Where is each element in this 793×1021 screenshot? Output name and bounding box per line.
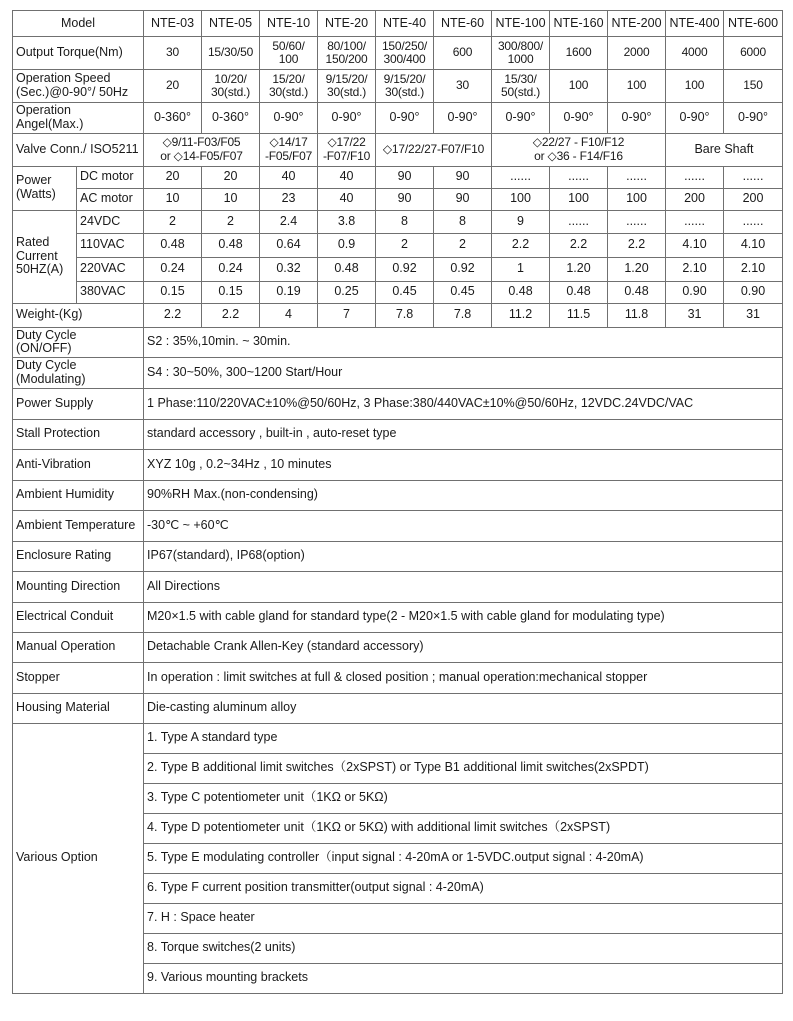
current-value: 0.64 [260, 233, 318, 257]
speed-value: 100 [608, 70, 666, 103]
spec-label: Duty Cycle (Modulating) [13, 358, 144, 389]
current-row-v380 [13, 281, 783, 303]
current-label: Rated Current 50HZ(A) [13, 210, 77, 303]
current-value: 1.20 [550, 257, 608, 281]
current-value: 2 [144, 210, 202, 233]
spec-value: S2 : 35%,10min. ~ 30min. [144, 327, 783, 358]
spec-value: XYZ 10g , 0.2~34Hz , 10 minutes [144, 449, 783, 480]
model-name: NTE-10 [260, 11, 318, 37]
header-row [13, 11, 783, 37]
weight-value: 4 [260, 303, 318, 327]
model-name: NTE-100 [492, 11, 550, 37]
spec-table-body [13, 11, 783, 994]
valve-group-6: Bare Shaft [666, 133, 783, 166]
current-value: 2.10 [666, 257, 724, 281]
weight-value: 11.2 [492, 303, 550, 327]
current-value: 4.10 [666, 233, 724, 257]
spec-label: Enclosure Rating [13, 541, 144, 571]
current-value: ...... [724, 210, 783, 233]
spec-value: -30℃ ~ +60℃ [144, 510, 783, 541]
torque-value: 1600 [550, 37, 608, 70]
current-value: 0.9 [318, 233, 376, 257]
current-value: 8 [376, 210, 434, 233]
ac-power-value: 90 [376, 188, 434, 210]
current-value: 0.45 [434, 281, 492, 303]
speed-value: 15/20/ 30(std.) [260, 70, 318, 103]
option-item: 4. Type D potentiometer unit（1KΩ or 5KΩ) with additional limit switches（2xSPST) [144, 813, 783, 843]
current-value: 2 [434, 233, 492, 257]
model-name: NTE-05 [202, 11, 260, 37]
ac-power-value: 90 [434, 188, 492, 210]
voltage-label: 24VDC [77, 210, 144, 233]
spec-label: Electrical Conduit [13, 602, 144, 632]
dc-motor-label: DC motor [77, 166, 144, 188]
current-value: 2 [376, 233, 434, 257]
ac-power-value: 10 [202, 188, 260, 210]
valve-group-3: ◇17/22 -F07/F10 [318, 133, 376, 166]
spec-row [13, 327, 783, 358]
valve-group-4: ◇17/22/27-F07/F10 [376, 133, 492, 166]
power-label: Power (Watts) [13, 166, 77, 210]
model-name: NTE-20 [318, 11, 376, 37]
dc-power-value: ...... [550, 166, 608, 188]
ac-power-value: 100 [608, 188, 666, 210]
current-row-v24 [13, 210, 783, 233]
current-value: 2.4 [260, 210, 318, 233]
option-item: 9. Various mounting brackets [144, 963, 783, 993]
spec-table [12, 10, 783, 994]
ac-power-value: 200 [724, 188, 783, 210]
dc-power-value: ...... [608, 166, 666, 188]
valve-row [13, 133, 783, 166]
model-name: NTE-03 [144, 11, 202, 37]
spec-row [13, 602, 783, 632]
current-value: 0.48 [608, 281, 666, 303]
torque-value: 150/250/ 300/400 [376, 37, 434, 70]
spec-value: 1 Phase:110/220VAC±10%@50/60Hz, 3 Phase:380/440VAC±10%@50/60Hz, 12VDC.24VDC/VAC [144, 388, 783, 419]
spec-row [13, 662, 783, 693]
ac-motor-label: AC motor [77, 188, 144, 210]
current-value: 0.48 [202, 233, 260, 257]
weight-value: 7.8 [434, 303, 492, 327]
spec-row [13, 541, 783, 571]
angle-value: 0-90° [724, 103, 783, 134]
dc-power-value: 40 [260, 166, 318, 188]
current-value: 2.2 [492, 233, 550, 257]
torque-value: 600 [434, 37, 492, 70]
current-value: 0.92 [376, 257, 434, 281]
dc-power-value: 20 [144, 166, 202, 188]
spec-row [13, 693, 783, 723]
spec-label: Stopper [13, 662, 144, 693]
torque-label: Output Torque(Nm) [13, 37, 144, 70]
current-value: 0.32 [260, 257, 318, 281]
option-row [13, 723, 783, 753]
speed-value: 20 [144, 70, 202, 103]
current-value: 1.20 [608, 257, 666, 281]
voltage-label: 220VAC [77, 257, 144, 281]
torque-value: 30 [144, 37, 202, 70]
valve-group-2: ◇14/17 -F05/F07 [260, 133, 318, 166]
speed-row [13, 70, 783, 103]
current-value: 0.25 [318, 281, 376, 303]
spec-value: Detachable Crank Allen-Key (standard accessory) [144, 632, 783, 662]
current-value: 0.48 [492, 281, 550, 303]
current-value: 0.24 [202, 257, 260, 281]
option-item: 5. Type E modulating controller（input signal : 4-20mA or 1-5VDC.output signal : 4-20mA) [144, 843, 783, 873]
current-value: 0.92 [434, 257, 492, 281]
current-value: 4.10 [724, 233, 783, 257]
current-value: 0.90 [666, 281, 724, 303]
dc-power-value: ...... [724, 166, 783, 188]
angle-value: 0-90° [550, 103, 608, 134]
current-value: 2.2 [608, 233, 666, 257]
dc-power-value: 90 [434, 166, 492, 188]
spec-value: 90%RH Max.(non-condensing) [144, 480, 783, 510]
spec-value: Die-casting aluminum alloy [144, 693, 783, 723]
voltage-label: 380VAC [77, 281, 144, 303]
spec-row [13, 510, 783, 541]
option-item: 6. Type F current position transmitter(output signal : 4-20mA) [144, 873, 783, 903]
angle-value: 0-90° [434, 103, 492, 134]
current-value: 0.48 [318, 257, 376, 281]
spec-value: All Directions [144, 571, 783, 602]
valve-group-1: ◇9/11-F03/F05 or ◇14-F05/F07 [144, 133, 260, 166]
speed-value: 100 [550, 70, 608, 103]
weight-value: 11.8 [608, 303, 666, 327]
spec-value: M20×1.5 with cable gland for standard type(2 - M20×1.5 with cable gland for modulating type) [144, 602, 783, 632]
current-value: 0.19 [260, 281, 318, 303]
torque-value: 15/30/50 [202, 37, 260, 70]
speed-value: 15/30/ 50(std.) [492, 70, 550, 103]
spec-row [13, 632, 783, 662]
current-value: 2 [202, 210, 260, 233]
current-value: 0.24 [144, 257, 202, 281]
current-value: ...... [666, 210, 724, 233]
spec-label: Housing Material [13, 693, 144, 723]
spec-row [13, 419, 783, 449]
dc-power-value: 40 [318, 166, 376, 188]
current-value: 0.15 [202, 281, 260, 303]
dc-power-value: ...... [666, 166, 724, 188]
ac-power-value: 100 [492, 188, 550, 210]
ac-power-value: 10 [144, 188, 202, 210]
weight-value: 31 [666, 303, 724, 327]
voltage-label: 110VAC [77, 233, 144, 257]
speed-value: 150 [724, 70, 783, 103]
weight-value: 2.2 [144, 303, 202, 327]
option-item: 1. Type A standard type [144, 723, 783, 753]
spec-label: Manual Operation [13, 632, 144, 662]
current-value: 8 [434, 210, 492, 233]
angle-value: 0-90° [608, 103, 666, 134]
weight-value: 2.2 [202, 303, 260, 327]
ac-power-value: 23 [260, 188, 318, 210]
spec-label: Power Supply [13, 388, 144, 419]
dc-power-value: 20 [202, 166, 260, 188]
current-value: ...... [550, 210, 608, 233]
options-label: Various Option [13, 723, 144, 993]
angle-value: 0-90° [318, 103, 376, 134]
current-value: 9 [492, 210, 550, 233]
spec-label: Duty Cycle (ON/OFF) [13, 327, 144, 358]
option-item: 3. Type C potentiometer unit（1KΩ or 5KΩ) [144, 783, 783, 813]
weight-value: 11.5 [550, 303, 608, 327]
current-value: 3.8 [318, 210, 376, 233]
spec-row [13, 358, 783, 389]
spec-label: Ambient Temperature [13, 510, 144, 541]
spec-label: Anti-Vibration [13, 449, 144, 480]
weight-value: 7 [318, 303, 376, 327]
current-value: 0.15 [144, 281, 202, 303]
model-header: Model [13, 11, 144, 37]
current-value: 0.90 [724, 281, 783, 303]
ac-power-value: 200 [666, 188, 724, 210]
angle-row [13, 103, 783, 134]
spec-row [13, 388, 783, 419]
speed-value: 30 [434, 70, 492, 103]
speed-value: 9/15/20/ 30(std.) [376, 70, 434, 103]
spec-label: Stall Protection [13, 419, 144, 449]
spec-row [13, 480, 783, 510]
spec-label: Mounting Direction [13, 571, 144, 602]
spec-value: In operation : limit switches at full & closed position ; manual operation:mechanical stopper [144, 662, 783, 693]
speed-value: 100 [666, 70, 724, 103]
current-row-v110 [13, 233, 783, 257]
current-value: 2.2 [550, 233, 608, 257]
power-dc-row [13, 166, 783, 188]
angle-label: Operation Angel(Max.) [13, 103, 144, 134]
weight-row [13, 303, 783, 327]
spec-row [13, 571, 783, 602]
valve-label: Valve Conn./ ISO5211 [13, 133, 144, 166]
model-name: NTE-160 [550, 11, 608, 37]
power-ac-row [13, 188, 783, 210]
spec-value: IP67(standard), IP68(option) [144, 541, 783, 571]
weight-value: 7.8 [376, 303, 434, 327]
angle-value: 0-90° [376, 103, 434, 134]
angle-value: 0-360° [202, 103, 260, 134]
torque-value: 300/800/ 1000 [492, 37, 550, 70]
spec-value: standard accessory , built-in , auto-reset type [144, 419, 783, 449]
ac-power-value: 100 [550, 188, 608, 210]
spec-row [13, 449, 783, 480]
current-value: 1 [492, 257, 550, 281]
angle-value: 0-360° [144, 103, 202, 134]
current-row-v220 [13, 257, 783, 281]
dc-power-value: ...... [492, 166, 550, 188]
model-name: NTE-40 [376, 11, 434, 37]
speed-value: 10/20/ 30(std.) [202, 70, 260, 103]
current-value: 0.45 [376, 281, 434, 303]
torque-value: 2000 [608, 37, 666, 70]
current-value: 0.48 [144, 233, 202, 257]
model-name: NTE-400 [666, 11, 724, 37]
angle-value: 0-90° [492, 103, 550, 134]
option-item: 2. Type B additional limit switches（2xSPST) or Type B1 additional limit switches(2xSPDT) [144, 753, 783, 783]
model-name: NTE-600 [724, 11, 783, 37]
model-name: NTE-200 [608, 11, 666, 37]
angle-value: 0-90° [260, 103, 318, 134]
model-name: NTE-60 [434, 11, 492, 37]
current-value: 0.48 [550, 281, 608, 303]
torque-value: 4000 [666, 37, 724, 70]
spec-label: Ambient Humidity [13, 480, 144, 510]
current-value: ...... [608, 210, 666, 233]
spec-value: S4 : 30~50%, 300~1200 Start/Hour [144, 358, 783, 389]
option-item: 7. H : Space heater [144, 903, 783, 933]
option-item: 8. Torque switches(2 units) [144, 933, 783, 963]
weight-value: 31 [724, 303, 783, 327]
ac-power-value: 40 [318, 188, 376, 210]
valve-group-5: ◇22/27 - F10/F12 or ◇36 - F14/F16 [492, 133, 666, 166]
dc-power-value: 90 [376, 166, 434, 188]
torque-value: 6000 [724, 37, 783, 70]
torque-row [13, 37, 783, 70]
speed-value: 9/15/20/ 30(std.) [318, 70, 376, 103]
weight-label: Weight-(Kg) [13, 303, 144, 327]
current-value: 2.10 [724, 257, 783, 281]
speed-label: Operation Speed (Sec.)@0-90°/ 50Hz [13, 70, 144, 103]
angle-value: 0-90° [666, 103, 724, 134]
torque-value: 50/60/ 100 [260, 37, 318, 70]
torque-value: 80/100/ 150/200 [318, 37, 376, 70]
